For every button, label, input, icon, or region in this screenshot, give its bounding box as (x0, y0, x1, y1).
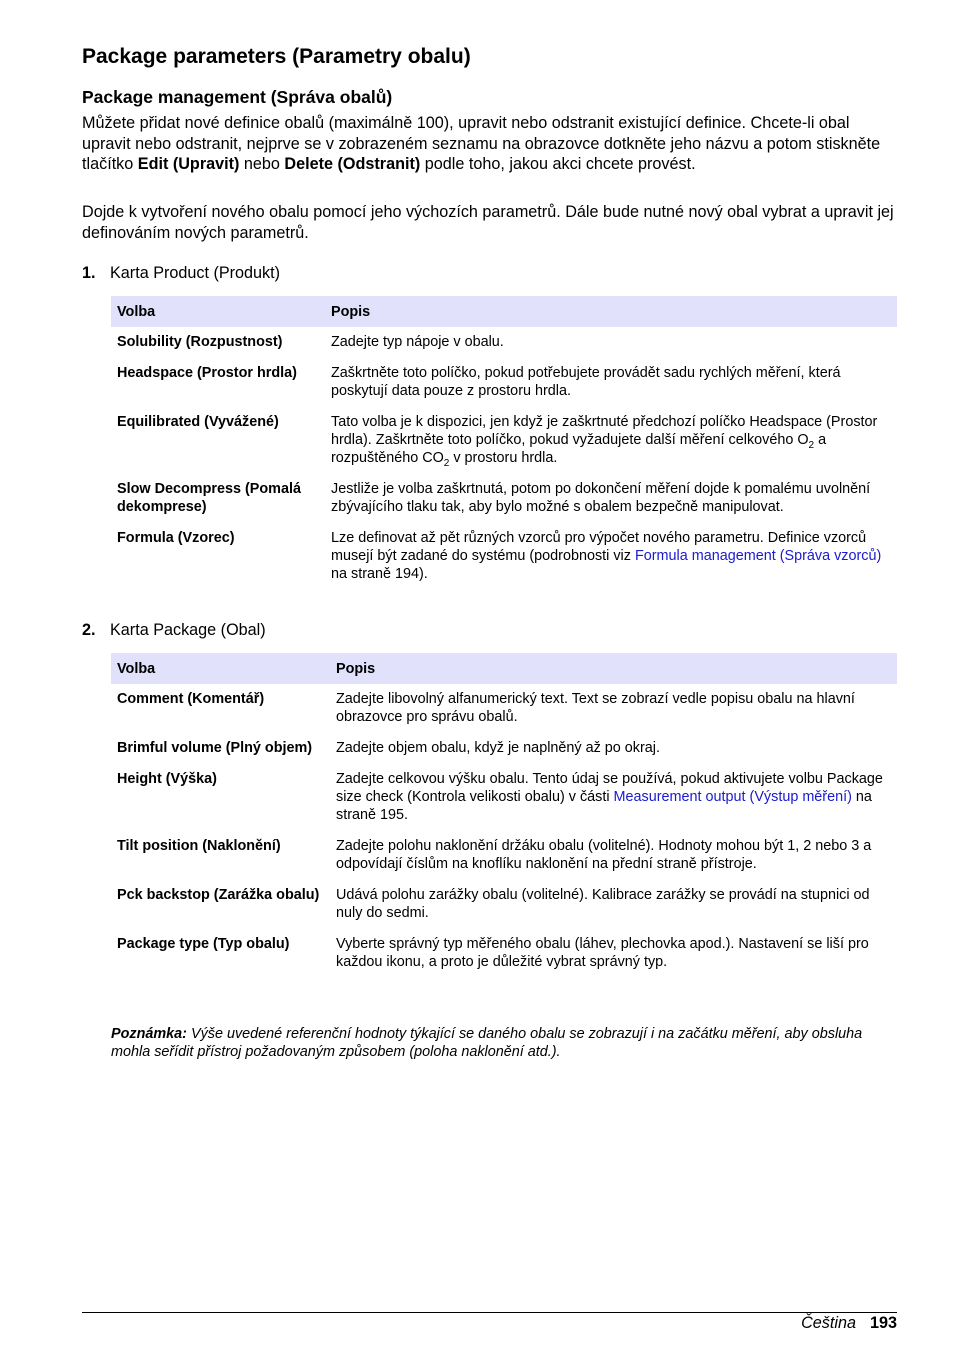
column-header-option: Volba (111, 653, 330, 684)
table-row (111, 474, 897, 523)
page-footer (801, 1313, 897, 1333)
formula-management-link[interactable]: Formula management (Správa vzorců) (634, 548, 882, 564)
table-row (111, 764, 897, 831)
column-header-option: Volba (111, 296, 325, 327)
option-description: Zadejte objem obalu, když je naplněný až po okraj. (336, 740, 660, 756)
step-1: 1. Karta Product (Produkt) (82, 264, 281, 282)
note (111, 1025, 897, 1061)
option-description: Tato volba je k dispozici, jen když je zaškrtnuté předchozí políčko Headspace (Prostor hrdla). Zaškrtněte toto políčko, pokud vyžadujete další měření celkového $O_2$ a rozpuštěného $CO_2$ v prostoru hrdla. (331, 414, 878, 469)
edit-label: Edit (Upravit) (137, 155, 240, 173)
option-description: Lze definovat až pět různých vzorců pro výpočet nového parametru. Definice vzorců musejí být zadané do systému (podrobnosti viz Formula management (Správa vzorců) na straně 194). (331, 530, 882, 582)
option-name: Tilt position (Naklonění) (117, 838, 281, 854)
option-description: Zaškrtněte toto políčko, pokud potřebujete provádět sadu rychlých měření, která poskytují data pouze z prostoru hrdla. (331, 365, 841, 399)
intro-paragraph-2: Dojde k vytvoření nového obalu pomocí jeho výchozích parametrů. Dále bude nutné nový obal vybrat a upravit jej definováním nových parametrů. (82, 203, 894, 242)
option-name: Height (Výška) (117, 771, 217, 787)
table-row (111, 733, 897, 764)
option-name: Headspace (Prostor hrdla) (117, 365, 297, 381)
option-name: Equilibrated (Vyvážené) (117, 414, 279, 430)
option-description: Zadejte polohu naklonění držáku obalu (volitelné). Hodnoty mohou být 1, 2 nebo 3 a odpovídají číslům na knoflíku naklonění na přední straně přístroje. (336, 838, 872, 872)
option-description: Jestliže je volba zaškrtnutá, potom po dokončení měření dojde k pomalému uvolnění zbývajícího tlaku tak, aby bylo možné s obalem bezpečně manipulovat. (331, 481, 871, 515)
table-row (111, 523, 897, 590)
option-name: Brimful volume (Plný objem) (117, 740, 313, 756)
option-description: Zadejte libovolný alfanumerický text. Text se zobrazí vedle popisu obalu na hlavní obrazovce pro správu obalů. (336, 691, 855, 725)
footer-divider (82, 1312, 897, 1313)
table-row (111, 407, 897, 474)
table-row (111, 327, 897, 358)
table-row (111, 880, 897, 929)
option-description: Zadejte celkovou výšku obalu. Tento údaj se používá, pokud aktivujete volbu Package size check (Kontrola velikosti obalu) v části Measurement output (Výstup měření) na straně 195. (336, 771, 883, 823)
page-number: 193 (869, 1314, 897, 1332)
column-header-description: Popis (330, 653, 897, 684)
footer-language: Čeština (801, 1314, 856, 1332)
option-name: Solubility (Rozpustnost) (117, 334, 283, 350)
table-row (111, 684, 897, 733)
product-options-table (111, 296, 897, 590)
package-options-table (111, 653, 897, 978)
option-name: Pck backstop (Zarážka obalu) (117, 887, 320, 903)
table-row (111, 929, 897, 978)
table-row (111, 831, 897, 880)
table-row (111, 358, 897, 407)
option-description: Zadejte typ nápoje v obalu. (331, 334, 504, 350)
option-name: Comment (Komentář) (117, 691, 265, 707)
step-2: 2. Karta Package (Obal) (82, 621, 266, 639)
option-name: Formula (Vzorec) (117, 530, 235, 546)
measurement-output-link[interactable]: Measurement output (Výstup měření) (613, 789, 852, 805)
option-name: Slow Decompress (Pomalá dekomprese) (117, 481, 301, 515)
option-name: Package type (Typ obalu) (117, 936, 290, 952)
table-header-row (111, 296, 897, 327)
page-title: Package parameters (Parametry obalu) (82, 45, 471, 68)
table-header-row (111, 653, 897, 684)
intro-paragraph-1: Můžete přidat nové definice obalů (maximálně 100), upravit nebo odstranit existující definice. Chcete-li obal upravit nebo odstranit, nejprve se v zobrazeném seznamu na obrazovce dotkněte jeho názvu a potom stiskněte tlačítko Edit (Upravit) nebo Delete (Odstranit) podle toho, jakou akci chcete provést. (82, 114, 881, 173)
option-description: Udává polohu zarážky obalu (volitelné). Kalibrace zarážky se provádí na stupnici od nuly do sedmi. (336, 887, 870, 921)
column-header-description: Popis (325, 296, 897, 327)
section-heading: Package management (Správa obalů) (82, 87, 393, 107)
delete-label: Delete (Odstranit) (284, 155, 421, 173)
note-text: Výše uvedené referenční hodnoty týkající se daného obalu se zobrazují i na začátku měření, aby obsluha mohla seřídit přístroj požadovaným způsobem (poloha naklonění atd.). (111, 1026, 863, 1060)
note-label: Poznámka: (111, 1026, 187, 1042)
option-description: Vyberte správný typ měřeného obalu (láhev, plechovka apod.). Nastavení se liší pro každou ikonu, a proto je důležité vybrat správný typ. (336, 936, 869, 970)
